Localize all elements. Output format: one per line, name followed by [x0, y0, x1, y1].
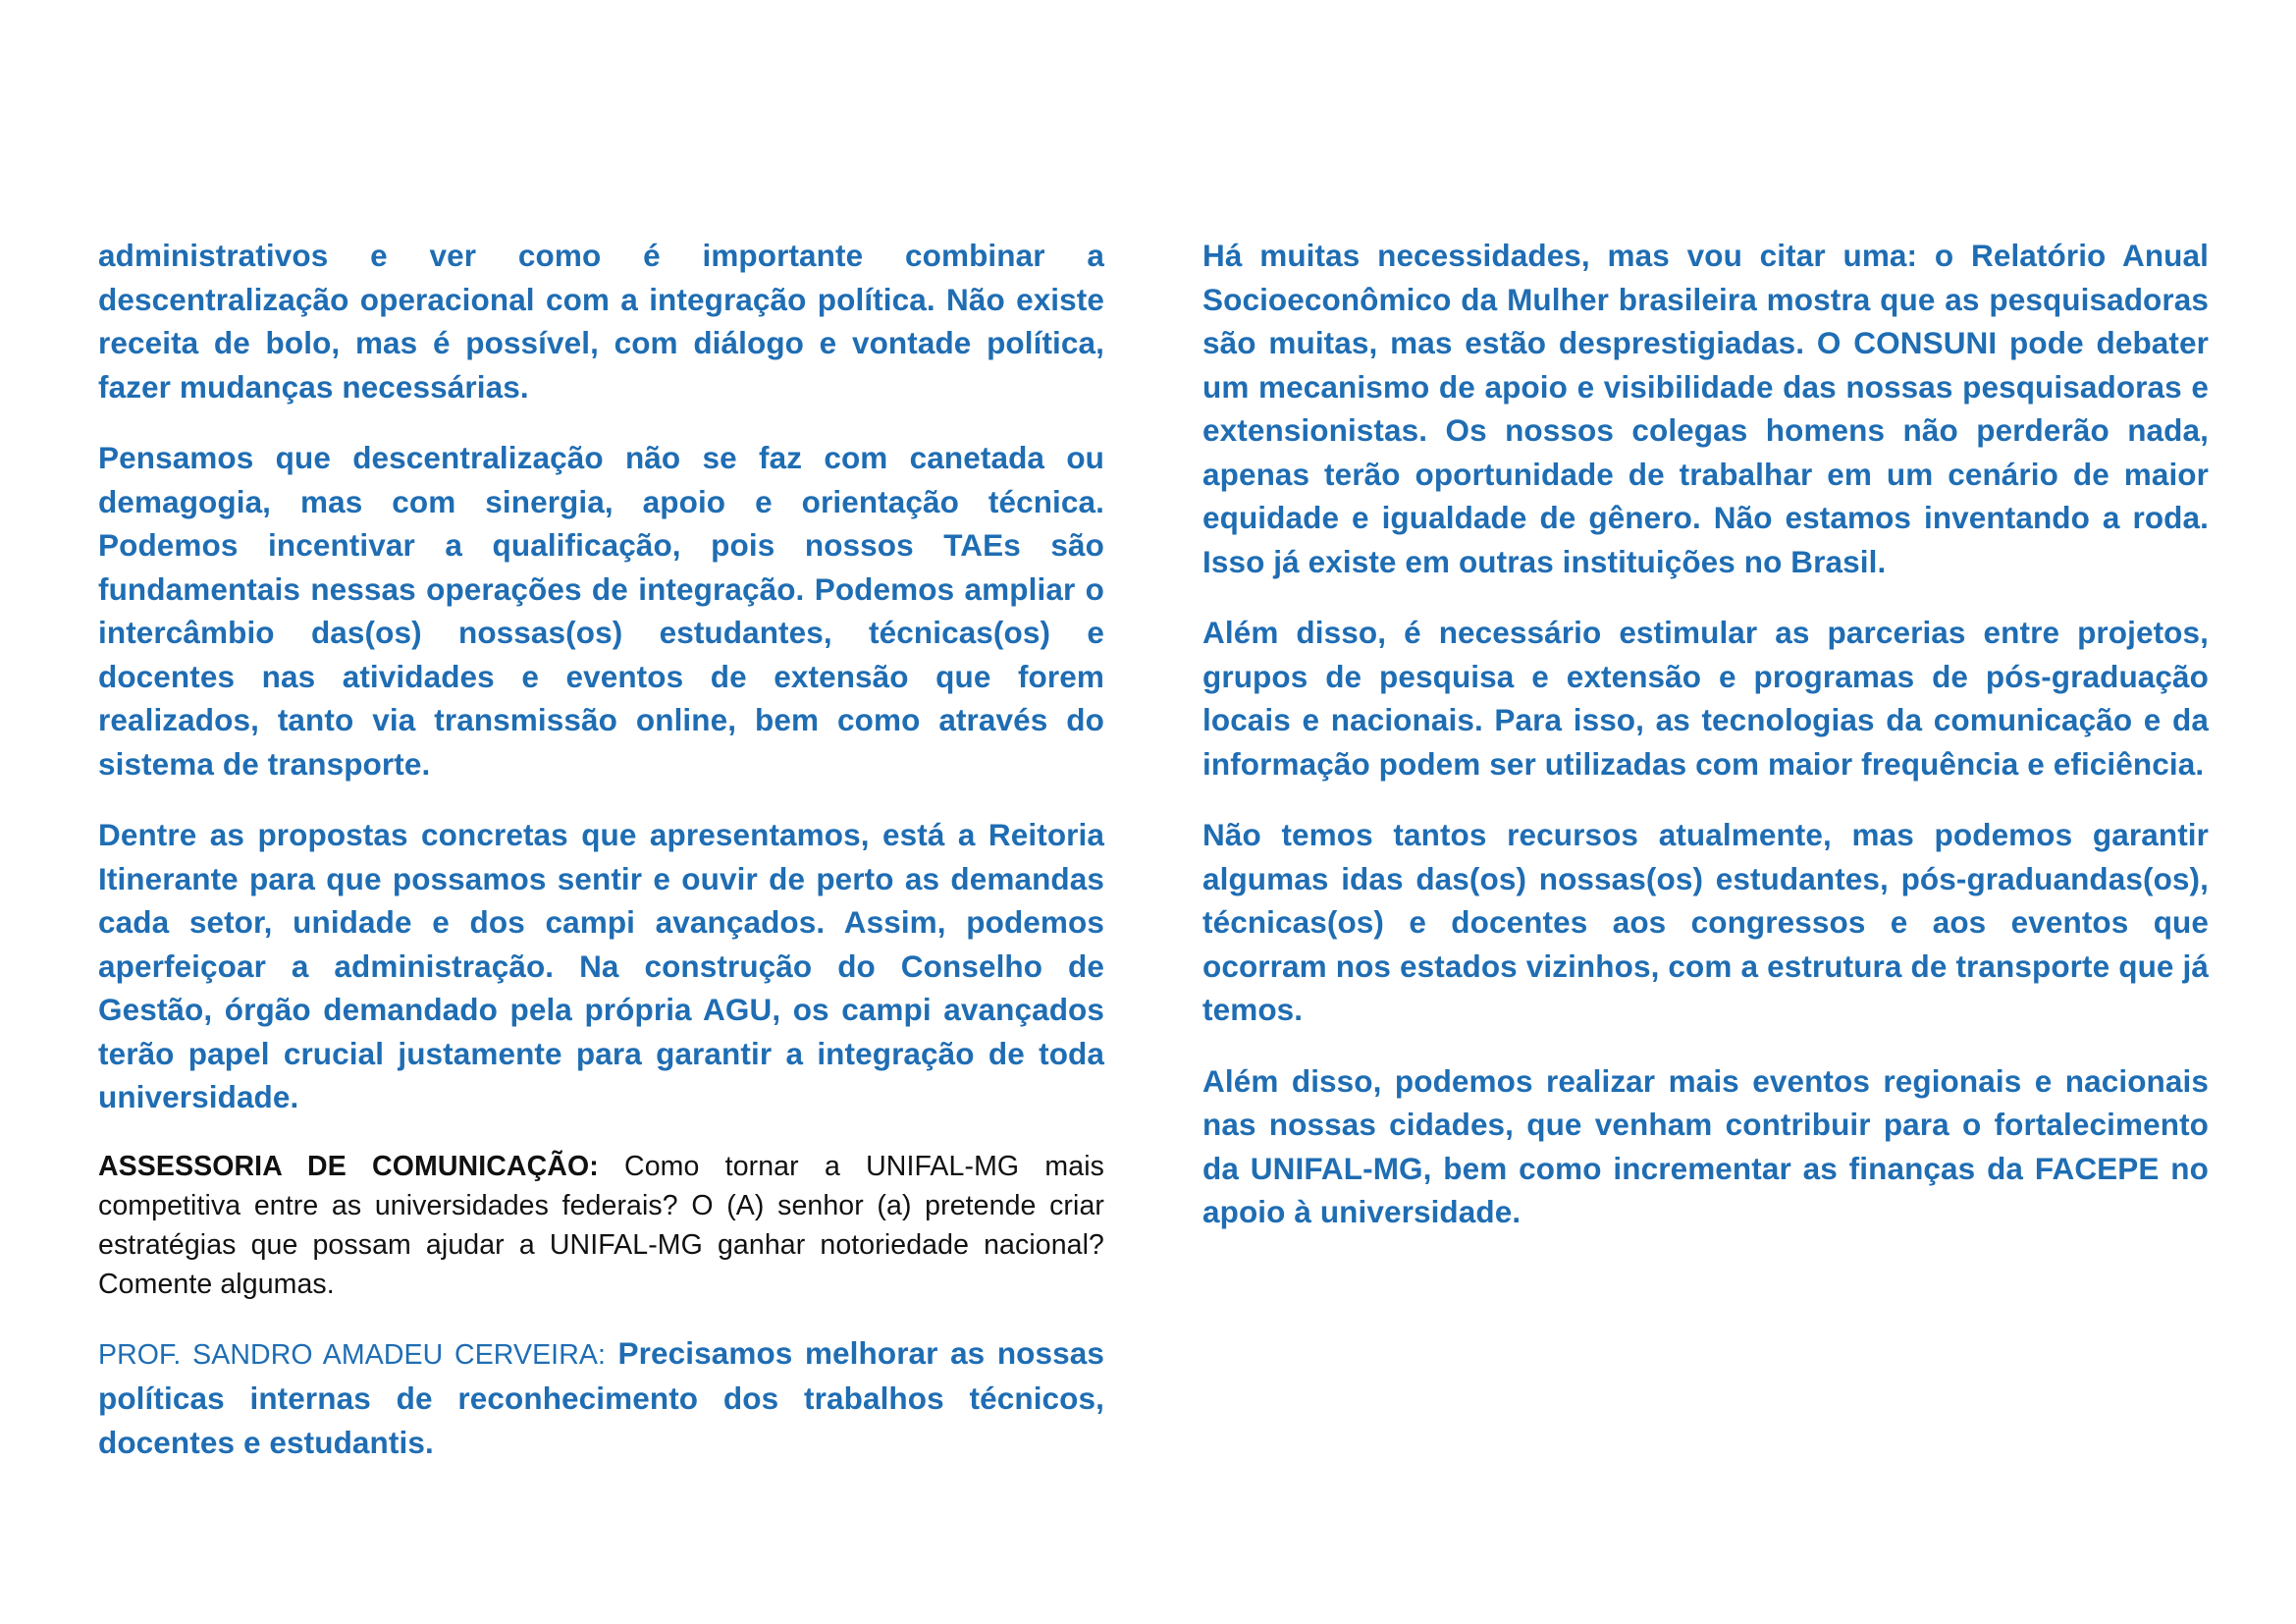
- left-column: [98, 234, 1104, 1491]
- right-paragraph-4: Além disso, podemos realizar mais eventos regionais e nacionais nas nossas cidades, que venham contribuir para o fortalecimento da UNIFAL-MG, bem como incrementar as finanças da FACEPE no apoio à universidade.: [1202, 1062, 2209, 1229]
- question-speaker-label: ASSESSORIA DE COMUNICAÇÃO:: [98, 1150, 599, 1182]
- question-text: Como tornar a UNIFAL-MG mais competitiva entre as universidades federais? O (A) senhor (a) pretende criar estratégias que possam ajudar a UNIFAL-MG ganhar notoriedade nacional? Comente algumas.: [98, 1150, 1104, 1300]
- right-paragraph-1: Há muitas necessidades, mas vou citar uma: o Relatório Anual Socioeconômico da Mulher brasileira mostra que as pesquisadoras são muitas, mas estão desprestigiadas. O CONSUNI pode debater um mecanismo de apoio e visibilidade das nossas pesquisadoras e extensionistas. Os nossos colegas homens não perderão nada, apenas terão oportunidade de trabalhar em um cenário de maior equidade e igualdade de gênero. Não estamos inventando a roda. Isso já existe em outras instituições no Brasil.: [1202, 238, 2209, 579]
- left-paragraph-2: Pensamos que descentralização não se faz com canetada ou demagogia, mas com sinergia, apoio e orientação técnica. Podemos incentivar a qualificação, pois nossos TAEs são fundamentais nessas operações de integração. Podemos ampliar o intercâmbio das(os) nossas(os) estudantes, técnicas(os) e docentes nas atividades e eventos de extensão que forem realizados, tanto via transmissão online, bem como através do sistema de transporte.: [98, 440, 1104, 782]
- left-paragraph-1: administrativos e ver como é importante combinar a descentralização operacional com a integração política. Não existe receita de bolo, mas é possível, com diálogo e vontade política, fazer mudanças necessárias.: [98, 238, 1104, 405]
- answer-text: Precisamos melhorar as nossas políticas internas de reconhecimento dos trabalhos técnicos, docentes e estudantis.: [98, 1334, 1104, 1460]
- interview-answer: [98, 1331, 1104, 1465]
- interview-question: [98, 1147, 1104, 1304]
- right-paragraph-3: Não temos tantos recursos atualmente, mas podemos garantir algumas idas das(os) nossas(os) estudantes, pós-graduandas(os), técnicas(os) e docentes aos congressos e aos eventos que ocorram nos estados vizinhos, com a estrutura de transporte que já temos.: [1202, 817, 2209, 1027]
- right-column: [1202, 234, 2209, 1262]
- right-paragraph-2: Além disso, é necessário estimular as parcerias entre projetos, grupos de pesquisa e extensão e programas de pós-graduação locais e nacionais. Para isso, as tecnologias da comunicação e da informação podem ser utilizadas com maior frequência e eficiência.: [1202, 615, 2209, 782]
- answer-speaker-label: PROF. SANDRO AMADEU CERVEIRA:: [98, 1338, 607, 1371]
- left-paragraph-3: Dentre as propostas concretas que apresentamos, está a Reitoria Itinerante para que possamos sentir e ouvir de perto as demandas cada setor, unidade e dos campi avançados. Assim, podemos aperfeiçoar a administração. Na construção do Conselho de Gestão, órgão demandado pela própria AGU, os campi avançados terão papel crucial justamente para garantir a integração de toda universidade.: [98, 817, 1104, 1114]
